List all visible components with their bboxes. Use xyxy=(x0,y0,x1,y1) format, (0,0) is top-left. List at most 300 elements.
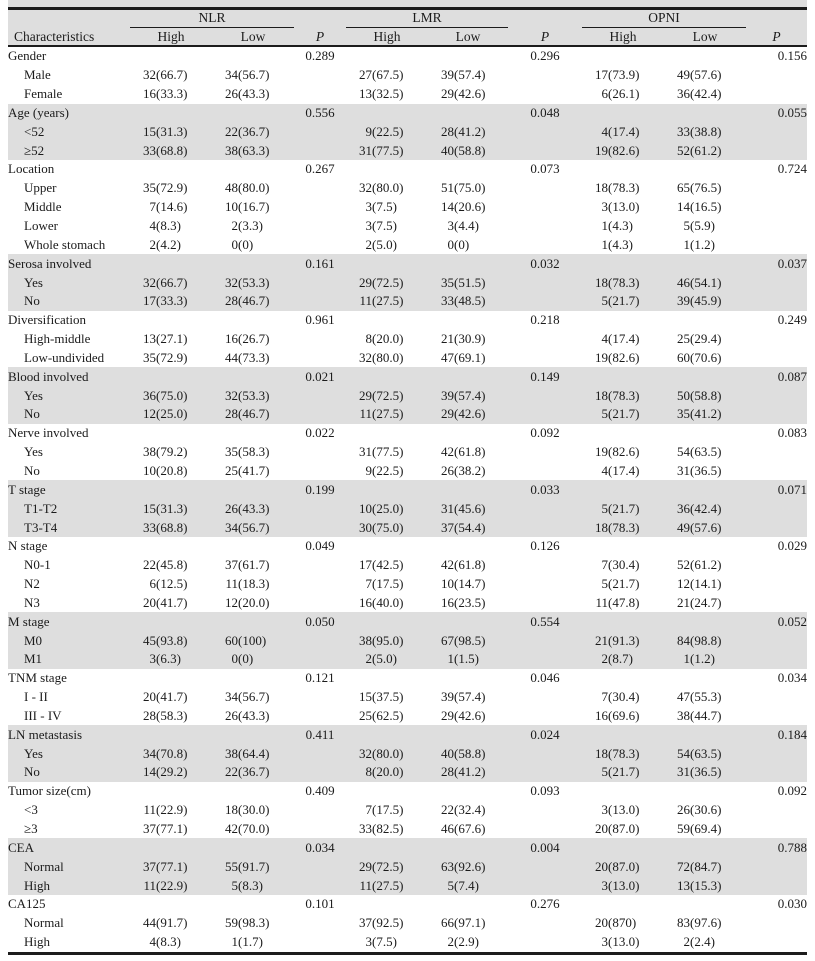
cell-opni-high: 20(870) xyxy=(595,915,637,931)
item-label: No xyxy=(24,462,40,478)
cell-opni-low: 54(63.5) xyxy=(664,744,746,763)
cell-nlr-low: 55(91.7) xyxy=(212,857,294,876)
item-label: High-middle xyxy=(24,331,91,347)
table-row xyxy=(8,933,807,953)
p-value-lmr: 0.126 xyxy=(530,538,560,554)
group-row xyxy=(8,480,807,499)
cell-opni-high: 19(82.6) xyxy=(595,349,640,365)
cell-nlr-high: 15(31.3) xyxy=(130,499,212,518)
cell-nlr-high: 36(75.0) xyxy=(130,386,212,405)
cell-lmr-high: 17(42.5) xyxy=(359,557,404,573)
p-value-opni: 0.156 xyxy=(777,48,808,64)
cell-lmr-low: 10(14.7) xyxy=(441,576,486,592)
p-value-nlr: 0.961 xyxy=(305,312,335,328)
table-row xyxy=(8,688,807,707)
cell-lmr-high: 10(25.0) xyxy=(346,499,428,518)
table-row xyxy=(8,631,807,650)
table-row xyxy=(8,66,807,85)
cell-opni-low: 13(15.3) xyxy=(664,876,746,895)
p-value-opni: 0.071 xyxy=(746,480,807,499)
group-row xyxy=(8,537,807,556)
table-row xyxy=(8,556,807,575)
group-label: Serosa involved xyxy=(8,254,130,273)
table-row xyxy=(8,405,807,424)
cell-opni-low: 33(38.8) xyxy=(664,122,746,141)
item-label: N3 xyxy=(24,594,40,610)
cell-opni-low: 21(24.7) xyxy=(677,594,722,610)
cell-opni-high: 17(73.9) xyxy=(595,67,640,83)
cell-lmr-high: 3(7.5) xyxy=(365,199,397,215)
cell-nlr-low: 5(8.3) xyxy=(212,876,294,895)
p-value-nlr: 0.199 xyxy=(294,480,346,499)
p-value-lmr: 0.554 xyxy=(508,612,582,631)
group-label: LN metastasis xyxy=(8,725,130,744)
cell-lmr-low: 66(97.1) xyxy=(441,915,486,931)
cell-lmr-low: 26(38.2) xyxy=(441,462,486,478)
cell-opni-high: 5(21.7) xyxy=(582,292,664,311)
group-row xyxy=(8,782,807,801)
p-value-nlr: 0.411 xyxy=(294,725,346,744)
col-group-lmr: LMR xyxy=(346,10,508,28)
table-row xyxy=(8,499,807,518)
cell-opni-high: 20(87.0) xyxy=(582,857,664,876)
cell-nlr-low: 1(1.7) xyxy=(231,934,263,950)
item-label: ≥3 xyxy=(24,821,38,837)
cell-lmr-low: 37(54.4) xyxy=(428,518,508,537)
p-value-lmr: 0.149 xyxy=(508,367,582,386)
cell-nlr-high: 2(4.2) xyxy=(149,236,181,252)
cell-opni-high: 3(13.0) xyxy=(582,876,664,895)
item-label: M1 xyxy=(8,650,130,669)
cell-nlr-high: 16(33.3) xyxy=(143,86,188,102)
p-value-nlr: 0.161 xyxy=(294,254,346,273)
cell-nlr-low: 32(53.3) xyxy=(212,273,294,292)
col-header-opni-low: Low xyxy=(664,28,746,47)
cell-nlr-high: 20(41.7) xyxy=(143,689,188,705)
item-label: I - II xyxy=(24,689,48,705)
p-value-nlr: 0.289 xyxy=(305,48,335,64)
table-row xyxy=(8,801,807,820)
p-value-opni: 0.083 xyxy=(777,425,808,441)
cell-lmr-high: 8(20.0) xyxy=(346,763,428,782)
cell-lmr-high: 11(27.5) xyxy=(346,876,428,895)
cell-opni-low: 1(1.2) xyxy=(664,650,746,669)
cell-nlr-low: 35(58.3) xyxy=(225,444,270,460)
group-label: Diversification xyxy=(8,312,86,328)
cell-opni-high: 5(21.7) xyxy=(582,499,664,518)
table-row xyxy=(8,763,807,782)
p-value-lmr: 0.092 xyxy=(530,425,560,441)
cell-opni-high: 11(47.8) xyxy=(595,594,640,610)
p-value-lmr: 0.004 xyxy=(508,838,582,857)
col-header-p-lmr: P xyxy=(508,10,582,46)
cell-opni-high: 3(13.0) xyxy=(601,199,640,215)
item-label: Female xyxy=(24,86,63,102)
cell-lmr-low: 5(7.4) xyxy=(428,876,508,895)
cell-lmr-high: 31(77.5) xyxy=(359,444,404,460)
cell-nlr-low: 2(3.3) xyxy=(231,218,263,234)
p-value-lmr: 0.048 xyxy=(508,104,582,123)
cell-lmr-high: 33(82.5) xyxy=(359,821,404,837)
cell-nlr-low: 26(43.3) xyxy=(225,707,270,723)
item-label: Upper xyxy=(24,180,57,196)
item-label: No xyxy=(8,763,130,782)
cell-opni-high: 16(69.6) xyxy=(595,707,640,723)
p-value-nlr: 0.409 xyxy=(305,783,335,799)
p-value-lmr: 0.276 xyxy=(530,896,560,912)
item-label: Yes xyxy=(24,444,43,460)
col-group-nlr: NLR xyxy=(130,10,294,28)
cell-opni-low: 72(84.7) xyxy=(664,857,746,876)
cell-opni-high: 5(21.7) xyxy=(601,576,640,592)
cell-nlr-low: 22(36.7) xyxy=(212,122,294,141)
cell-nlr-low: 34(56.7) xyxy=(225,689,270,705)
item-label: N2 xyxy=(24,576,40,592)
cell-nlr-low: 22(36.7) xyxy=(212,763,294,782)
cell-opni-high: 4(17.4) xyxy=(582,122,664,141)
p-value-opni: 0.724 xyxy=(777,161,808,177)
cell-lmr-high: 29(72.5) xyxy=(346,273,428,292)
table-row xyxy=(8,198,807,217)
cell-opni-high: 21(91.3) xyxy=(582,631,664,650)
item-label: Yes xyxy=(8,273,130,292)
table-row xyxy=(8,443,807,462)
table-row xyxy=(8,518,807,537)
cell-lmr-high: 9(22.5) xyxy=(365,462,404,478)
cell-lmr-low: 31(45.6) xyxy=(428,499,508,518)
cell-nlr-high: 4(8.3) xyxy=(149,218,181,234)
cell-lmr-high: 7(17.5) xyxy=(365,802,404,818)
cell-opni-low: 36(42.4) xyxy=(677,86,722,102)
table-row xyxy=(8,85,807,104)
cell-lmr-high: 37(92.5) xyxy=(359,915,404,931)
cell-lmr-low: 47(69.1) xyxy=(441,349,486,365)
cell-opni-low: 54(63.5) xyxy=(677,444,722,460)
p-value-opni: 0.087 xyxy=(746,367,807,386)
cell-nlr-high: 34(70.8) xyxy=(130,744,212,763)
p-value-lmr: 0.093 xyxy=(530,783,560,799)
cell-nlr-high: 28(58.3) xyxy=(143,707,188,723)
item-label: Middle xyxy=(24,199,62,215)
cell-lmr-high: 30(75.0) xyxy=(346,518,428,537)
cell-nlr-high: 38(79.2) xyxy=(143,444,188,460)
group-row xyxy=(8,612,807,631)
table-row xyxy=(8,235,807,254)
cell-opni-low: 38(44.7) xyxy=(677,707,722,723)
table-row xyxy=(8,857,807,876)
item-label: T3-T4 xyxy=(8,518,130,537)
cell-lmr-low: 0(0) xyxy=(447,236,470,252)
cell-nlr-low: 38(64.4) xyxy=(212,744,294,763)
cell-nlr-high: 12(25.0) xyxy=(130,405,212,424)
cell-nlr-high: 14(29.2) xyxy=(130,763,212,782)
cell-lmr-low: 28(41.2) xyxy=(428,122,508,141)
cell-nlr-low: 34(56.7) xyxy=(212,518,294,537)
col-header-lmr-low: Low xyxy=(428,28,508,47)
cell-opni-low: 59(69.4) xyxy=(677,821,722,837)
p-value-nlr: 0.034 xyxy=(294,838,346,857)
item-label: T1-T2 xyxy=(8,499,130,518)
cell-opni-low: 52(61.2) xyxy=(664,141,746,160)
cell-nlr-low: 28(46.7) xyxy=(212,292,294,311)
item-label: High xyxy=(24,934,50,950)
item-label: Whole stomach xyxy=(24,236,106,252)
cell-opni-low: 31(36.5) xyxy=(664,763,746,782)
cell-nlr-high: 44(91.7) xyxy=(143,915,188,931)
cell-lmr-high: 11(27.5) xyxy=(346,405,428,424)
p-value-nlr: 0.556 xyxy=(294,104,346,123)
group-row xyxy=(8,838,807,857)
cell-opni-low: 5(5.9) xyxy=(683,218,715,234)
cell-lmr-high: 31(77.5) xyxy=(346,141,428,160)
item-label: Male xyxy=(24,67,51,83)
cell-opni-low: 39(45.9) xyxy=(664,292,746,311)
item-label: Yes xyxy=(8,386,130,405)
cell-lmr-low: 16(23.5) xyxy=(441,594,486,610)
group-row xyxy=(8,254,807,273)
cell-nlr-high: 33(68.8) xyxy=(130,518,212,537)
cell-opni-low: 46(54.1) xyxy=(664,273,746,292)
group-label: CEA xyxy=(8,838,130,857)
cell-opni-high: 3(13.0) xyxy=(601,934,640,950)
cell-nlr-low: 38(63.3) xyxy=(212,141,294,160)
cell-lmr-high: 2(5.0) xyxy=(346,650,428,669)
item-label: High xyxy=(8,876,130,895)
cell-lmr-low: 14(20.6) xyxy=(441,199,486,215)
cell-lmr-low: 46(67.6) xyxy=(441,821,486,837)
group-row xyxy=(8,895,807,914)
cell-nlr-low: 16(26.7) xyxy=(225,331,270,347)
item-label: N0-1 xyxy=(24,557,51,573)
cell-nlr-low: 32(53.3) xyxy=(212,386,294,405)
cell-lmr-high: 3(7.5) xyxy=(365,934,397,950)
cell-lmr-low: 21(30.9) xyxy=(441,331,486,347)
item-label: No xyxy=(8,405,130,424)
p-value-opni: 0.029 xyxy=(777,538,808,554)
col-header-lmr-high: High xyxy=(346,28,428,47)
cell-opni-low: 14(16.5) xyxy=(677,199,722,215)
cell-opni-low: 83(97.6) xyxy=(677,915,722,931)
cell-opni-high: 3(13.0) xyxy=(601,802,640,818)
cell-nlr-low: 44(73.3) xyxy=(225,349,270,365)
p-value-nlr: 0.021 xyxy=(294,367,346,386)
cell-lmr-low: 2(2.9) xyxy=(447,934,479,950)
p-value-opni: 0.037 xyxy=(746,254,807,273)
group-label: Location xyxy=(8,161,55,177)
cell-nlr-high: 13(27.1) xyxy=(143,331,188,347)
cell-lmr-low: 39(57.4) xyxy=(441,689,486,705)
cell-nlr-low: 60(100) xyxy=(212,631,294,650)
p-value-nlr: 0.121 xyxy=(305,670,335,686)
cell-nlr-low: 48(80.0) xyxy=(225,180,270,196)
cell-nlr-low: 28(46.7) xyxy=(212,405,294,424)
header-shade-strip xyxy=(8,0,807,7)
cell-opni-high: 18(78.3) xyxy=(582,386,664,405)
p-value-lmr: 0.024 xyxy=(508,725,582,744)
cell-opni-low: 50(58.8) xyxy=(664,386,746,405)
group-row xyxy=(8,669,807,688)
group-row xyxy=(8,725,807,744)
group-label: Nerve involved xyxy=(8,425,89,441)
cell-nlr-high: 11(22.9) xyxy=(143,802,188,818)
item-label: Normal xyxy=(8,857,130,876)
cell-lmr-low: 42(61.8) xyxy=(441,557,486,573)
cell-lmr-low: 29(42.6) xyxy=(428,405,508,424)
cell-nlr-low: 26(43.3) xyxy=(225,86,270,102)
cell-lmr-high: 32(80.0) xyxy=(346,744,428,763)
cell-lmr-high: 16(40.0) xyxy=(359,594,404,610)
group-row xyxy=(8,424,807,443)
cell-opni-low: 2(2.4) xyxy=(683,934,715,950)
cell-opni-low: 1(1.2) xyxy=(683,236,715,252)
table-row xyxy=(8,650,807,669)
cell-nlr-low: 42(70.0) xyxy=(225,821,270,837)
cell-nlr-high: 15(31.3) xyxy=(130,122,212,141)
table-row xyxy=(8,217,807,236)
cell-lmr-high: 11(27.5) xyxy=(346,292,428,311)
item-label: No xyxy=(8,292,130,311)
group-label: M stage xyxy=(8,612,130,631)
cell-nlr-high: 17(33.3) xyxy=(130,292,212,311)
table-row xyxy=(8,820,807,839)
cell-nlr-high: 35(72.9) xyxy=(143,349,188,365)
cell-opni-high: 18(78.3) xyxy=(582,744,664,763)
cell-nlr-high: 37(77.1) xyxy=(130,857,212,876)
cell-nlr-high: 6(12.5) xyxy=(149,576,188,592)
p-value-opni: 0.788 xyxy=(746,838,807,857)
cell-lmr-low: 29(42.6) xyxy=(441,86,486,102)
cell-nlr-high: 32(66.7) xyxy=(130,273,212,292)
cell-opni-high: 19(82.6) xyxy=(582,141,664,160)
cell-lmr-low: 3(4.4) xyxy=(447,218,479,234)
cell-opni-high: 6(26.1) xyxy=(601,86,640,102)
group-row xyxy=(8,104,807,123)
cell-lmr-high: 2(5.0) xyxy=(365,236,397,252)
p-value-nlr: 0.022 xyxy=(305,425,335,441)
col-group-opni: OPNI xyxy=(582,10,746,28)
cell-opni-high: 1(4.3) xyxy=(601,236,633,252)
table-row xyxy=(8,914,807,933)
table-body xyxy=(8,46,807,953)
cell-opni-high: 5(21.7) xyxy=(582,405,664,424)
cell-lmr-high: 13(32.5) xyxy=(359,86,404,102)
col-header-p-nlr: P xyxy=(294,10,346,46)
p-value-lmr: 0.032 xyxy=(508,254,582,273)
table-row xyxy=(8,876,807,895)
cell-opni-high: 18(78.3) xyxy=(595,180,640,196)
table-row xyxy=(8,349,807,368)
cell-lmr-high: 3(7.5) xyxy=(365,218,397,234)
cell-nlr-high: 22(45.8) xyxy=(143,557,188,573)
cell-lmr-low: 35(51.5) xyxy=(428,273,508,292)
table-row xyxy=(8,179,807,198)
item-label: <3 xyxy=(24,802,38,818)
cell-lmr-high: 8(20.0) xyxy=(365,331,404,347)
group-label: Blood involved xyxy=(8,367,130,386)
cell-nlr-low: 12(20.0) xyxy=(225,594,270,610)
cell-lmr-low: 22(32.4) xyxy=(441,802,486,818)
cell-lmr-low: 39(57.4) xyxy=(441,67,486,83)
cell-lmr-low: 28(41.2) xyxy=(428,763,508,782)
cell-lmr-high: 25(62.5) xyxy=(359,707,404,723)
cell-nlr-high: 4(8.3) xyxy=(149,934,181,950)
cell-lmr-low: 33(48.5) xyxy=(428,292,508,311)
cell-opni-low: 12(14.1) xyxy=(677,576,722,592)
cell-opni-high: 1(4.3) xyxy=(601,218,633,234)
cell-nlr-low: 10(16.7) xyxy=(225,199,270,215)
p-value-nlr: 0.050 xyxy=(294,612,346,631)
group-label: Gender xyxy=(8,48,47,64)
col-header-p-opni: P xyxy=(746,10,807,46)
table-row xyxy=(8,593,807,612)
col-header-nlr-high: High xyxy=(130,28,212,47)
table-row xyxy=(8,575,807,594)
table-row xyxy=(8,744,807,763)
item-label: M0 xyxy=(8,631,130,650)
cell-opni-high: 2(8.7) xyxy=(582,650,664,669)
item-label: Lower xyxy=(24,218,58,234)
p-value-opni: 0.092 xyxy=(777,783,808,799)
table-row xyxy=(8,292,807,311)
table-row xyxy=(8,273,807,292)
p-value-opni: 0.249 xyxy=(777,312,808,328)
cell-lmr-low: 42(61.8) xyxy=(441,444,486,460)
cell-opni-high: 18(78.3) xyxy=(582,273,664,292)
cell-nlr-low: 11(18.3) xyxy=(225,576,270,592)
cell-nlr-high: 45(93.8) xyxy=(130,631,212,650)
cell-lmr-low: 63(92.6) xyxy=(428,857,508,876)
cell-opni-low: 49(57.6) xyxy=(677,67,722,83)
cell-lmr-low: 40(58.8) xyxy=(428,141,508,160)
col-header-opni-high: High xyxy=(582,28,664,47)
cell-opni-high: 4(17.4) xyxy=(601,331,640,347)
cell-opni-low: 47(55.3) xyxy=(677,689,722,705)
cell-opni-low: 65(76.5) xyxy=(677,180,722,196)
cell-opni-high: 20(87.0) xyxy=(595,821,640,837)
cell-lmr-low: 51(75.0) xyxy=(441,180,486,196)
cell-lmr-high: 29(72.5) xyxy=(346,857,428,876)
cell-nlr-high: 10(20.8) xyxy=(143,462,188,478)
p-value-opni: 0.184 xyxy=(746,725,807,744)
cell-lmr-low: 39(57.4) xyxy=(428,386,508,405)
cell-nlr-high: 20(41.7) xyxy=(143,594,188,610)
p-value-opni: 0.055 xyxy=(746,104,807,123)
cell-lmr-low: 1(1.5) xyxy=(428,650,508,669)
p-value-nlr: 0.049 xyxy=(305,538,335,554)
item-label: Normal xyxy=(24,915,64,931)
cell-opni-low: 26(30.6) xyxy=(677,802,722,818)
cell-nlr-low: 0(0) xyxy=(231,236,254,252)
cell-nlr-high: 7(14.6) xyxy=(149,199,188,215)
cell-opni-low: 52(61.2) xyxy=(677,557,722,573)
table-header xyxy=(8,10,807,46)
group-row xyxy=(8,367,807,386)
cell-nlr-low: 25(41.7) xyxy=(225,462,270,478)
group-label: TNM stage xyxy=(8,670,67,686)
cell-nlr-high: 37(77.1) xyxy=(143,821,188,837)
cell-nlr-high: 33(68.8) xyxy=(130,141,212,160)
cell-lmr-high: 32(80.0) xyxy=(359,180,404,196)
cell-opni-high: 18(78.3) xyxy=(582,518,664,537)
table-row xyxy=(8,330,807,349)
cell-nlr-low: 59(98.3) xyxy=(225,915,270,931)
p-value-opni: 0.034 xyxy=(777,670,808,686)
cell-opni-low: 60(70.6) xyxy=(677,349,722,365)
cell-lmr-high: 9(22.5) xyxy=(346,122,428,141)
cell-opni-high: 5(21.7) xyxy=(582,763,664,782)
cell-opni-low: 25(29.4) xyxy=(677,331,722,347)
cell-nlr-high: 35(72.9) xyxy=(143,180,188,196)
